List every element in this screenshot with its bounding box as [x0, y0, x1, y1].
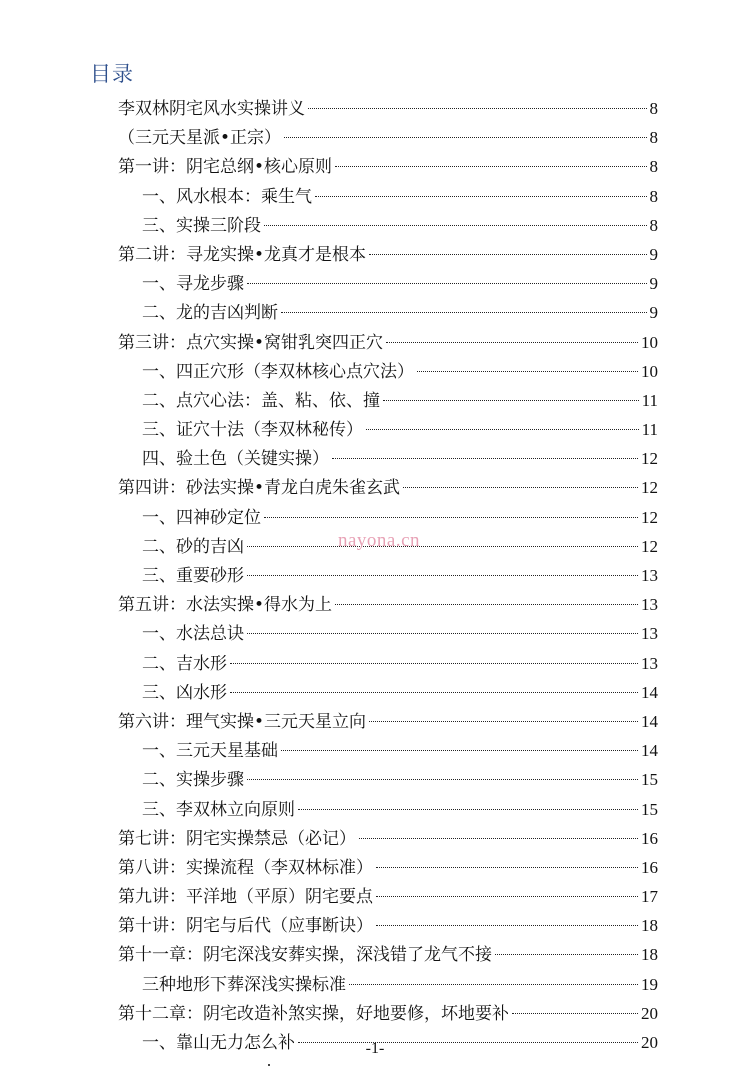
toc-dot-leader — [281, 312, 647, 313]
toc-entry-page: 12 — [641, 449, 658, 469]
toc-entry[interactable] — [118, 649, 658, 678]
toc-dot-leader — [247, 633, 638, 634]
toc-entry-page: 20 — [641, 1003, 658, 1023]
toc-entry-title: 第四讲：砂法实操•青龙白虎朱雀玄武 — [118, 478, 401, 499]
toc-dot-leader — [315, 196, 647, 197]
toc-entry-page: 17 — [641, 887, 658, 907]
toc-entry-page: 11 — [641, 420, 658, 440]
toc-entry[interactable] — [118, 152, 658, 181]
toc-entry[interactable] — [118, 328, 658, 357]
toc-entry-title: 三、证穴十法（李双林秘传） — [142, 420, 363, 441]
toc-list — [118, 94, 658, 1057]
toc-entry-title: 三、实操三阶段 — [142, 215, 261, 236]
toc-entry-page: 15 — [641, 799, 658, 819]
toc-entry-page: 16 — [641, 857, 658, 877]
toc-entry-title: 四、验土色（关键实操） — [142, 449, 329, 470]
toc-entry-title: 第十二章：阴宅改造补煞实操，好地要修，坏地要补 — [118, 1003, 509, 1024]
toc-entry-title: 第二讲：寻龙实操•龙真才是根本 — [118, 244, 367, 265]
toc-entry-page: 18 — [641, 916, 658, 936]
toc-entry[interactable] — [118, 619, 658, 648]
toc-dot-leader — [335, 604, 638, 605]
toc-entry-page: 12 — [641, 536, 658, 556]
toc-dot-leader — [376, 896, 638, 897]
toc-entry-page: 13 — [641, 653, 658, 673]
toc-entry-title: 一、四正穴形（李双林核心点穴法） — [142, 361, 414, 382]
toc-entry-title: 二、龙的吉凶判断 — [142, 303, 278, 324]
toc-dot-leader — [332, 458, 638, 459]
toc-entry-page: 12 — [641, 478, 658, 498]
toc-entry-title: 二、砂的吉凶 — [142, 536, 244, 557]
toc-entry-title: 第八讲：实操流程（李双林标准） — [118, 857, 373, 878]
toc-heading: 目录 — [90, 62, 134, 86]
toc-dot-leader — [247, 779, 638, 780]
toc-entry-title: 三种地形下葬深浅实操标准 — [142, 974, 346, 995]
toc-dot-leader — [386, 342, 638, 343]
toc-dot-leader — [403, 487, 638, 488]
toc-entry[interactable] — [118, 765, 658, 794]
toc-dot-leader — [308, 108, 647, 109]
toc-entry-page: 9 — [649, 303, 658, 323]
toc-entry-title: 二、吉水形 — [142, 653, 227, 674]
toc-entry[interactable] — [118, 211, 658, 240]
toc-entry-title: 第十讲：阴宅与后代（应事断诀） — [118, 916, 373, 937]
toc-dot-leader — [376, 867, 638, 868]
toc-dot-leader — [512, 1013, 638, 1014]
toc-entry[interactable] — [118, 590, 658, 619]
toc-entry[interactable] — [118, 678, 658, 707]
toc-entry-title: 第六讲：理气实操•三元天星立向 — [118, 711, 367, 732]
toc-entry[interactable] — [118, 444, 658, 473]
toc-dot-leader — [369, 254, 646, 255]
toc-entry-page: 16 — [641, 828, 658, 848]
toc-dot-leader — [247, 575, 638, 576]
toc-entry[interactable] — [118, 240, 658, 269]
toc-entry-title: 三、李双林立向原则 — [142, 799, 295, 820]
toc-entry-title: （三元天星派•正宗） — [118, 128, 282, 149]
toc-dot-leader — [230, 692, 638, 693]
toc-entry[interactable] — [118, 999, 658, 1028]
toc-entry[interactable] — [118, 940, 658, 969]
toc-dot-leader — [369, 721, 638, 722]
toc-entry-page: 13 — [641, 566, 658, 585]
toc-dot-leader — [335, 166, 646, 167]
toc-dot-leader — [247, 546, 638, 547]
toc-entry-title: 三、凶水形 — [142, 682, 227, 703]
toc-entry-page: 8 — [649, 99, 658, 118]
toc-entry-title: 一、四神砂定位 — [142, 507, 261, 528]
toc-entry-page: 9 — [649, 274, 658, 294]
toc-dot-leader — [376, 925, 638, 926]
toc-entry-title: 第十一章：阴宅深浅安葬实操，深浅错了龙气不接 — [118, 945, 492, 966]
toc-entry-page: 13 — [641, 595, 658, 615]
toc-entry[interactable] — [118, 473, 658, 502]
toc-entry-title: 一、寻龙步骤 — [142, 274, 244, 295]
toc-entry-page: 8 — [649, 128, 658, 148]
toc-entry-title: 第五讲：水法实操•得水为上 — [118, 595, 333, 616]
toc-entry-title: 一、三元天星基础 — [142, 741, 278, 762]
toc-entry[interactable] — [118, 298, 658, 327]
toc-entry[interactable] — [118, 970, 658, 999]
toc-entry[interactable] — [118, 561, 658, 590]
toc-entry-page: 18 — [641, 945, 658, 965]
toc-entry-page: 14 — [641, 741, 658, 761]
toc-entry[interactable] — [118, 386, 658, 415]
toc-entry[interactable] — [118, 911, 658, 940]
toc-entry[interactable] — [118, 824, 658, 853]
toc-dot-leader — [495, 954, 638, 955]
toc-entry-page: 15 — [641, 770, 658, 790]
toc-entry-title: 二、实操步骤 — [142, 770, 244, 791]
toc-entry-title: 第七讲：阴宅实操禁忌（必记） — [118, 828, 356, 849]
toc-dot-leader — [383, 400, 639, 401]
toc-dot-leader — [298, 809, 638, 810]
toc-entry-page: 8 — [649, 186, 658, 206]
toc-dot-leader — [281, 750, 638, 751]
toc-entry[interactable] — [118, 503, 658, 532]
toc-entry-page: 9 — [649, 244, 658, 264]
toc-entry-title: 第三讲：点穴实操•窝钳乳突四正穴 — [118, 332, 384, 353]
toc-entry-title: 第九讲：平洋地（平原）阴宅要点 — [118, 887, 373, 908]
toc-entry-title: 第一讲：阴宅总纲•核心原则 — [118, 157, 333, 178]
toc-entry[interactable] — [118, 853, 658, 882]
toc-entry[interactable] — [118, 357, 658, 386]
toc-entry-page: 8 — [649, 157, 658, 177]
toc-dot-leader — [230, 663, 638, 664]
toc-entry-page: 11 — [641, 390, 658, 410]
toc-entry[interactable] — [118, 736, 658, 765]
toc-entry-page: 10 — [641, 332, 658, 352]
toc-entry-title: 一、靠山无力怎么补 — [142, 1033, 295, 1053]
toc-entry[interactable] — [118, 707, 658, 736]
toc-dot-leader — [264, 517, 638, 518]
toc-entry-title: 二、点穴心法：盖、粘、依、撞 — [142, 390, 380, 411]
toc-dot-leader — [284, 137, 646, 138]
toc-entry[interactable] — [118, 94, 658, 123]
toc-entry-page: 8 — [649, 215, 658, 235]
toc-dot-leader — [264, 225, 647, 226]
watermark: nayona.cn — [338, 530, 421, 551]
toc-entry-page: 19 — [641, 974, 658, 994]
toc-dot-leader — [417, 371, 638, 372]
toc-dot-leader — [359, 838, 638, 839]
toc-entry-page: 14 — [641, 711, 658, 731]
toc-entry-page: 10 — [641, 361, 658, 381]
toc-entry-title: 李双林阴宅风水实操讲义 — [118, 99, 305, 119]
toc-dot-leader — [349, 984, 638, 985]
toc-entry-title: 三、重要砂形 — [142, 566, 244, 586]
toc-entry[interactable] — [118, 123, 658, 152]
toc-dot-leader — [247, 283, 647, 284]
toc-entry-page: 20 — [641, 1033, 658, 1052]
footer-dot — [268, 1064, 270, 1066]
toc-entry[interactable] — [118, 882, 658, 911]
toc-entry[interactable] — [118, 795, 658, 824]
toc-entry-page: 14 — [641, 682, 658, 702]
toc-dot-leader — [366, 429, 639, 430]
toc-entry-title: 一、风水根本：乘生气 — [142, 186, 312, 207]
toc-entry[interactable] — [118, 182, 658, 211]
toc-entry[interactable] — [118, 415, 658, 444]
page-number: -1- — [365, 1040, 385, 1057]
toc-entry-page: 13 — [641, 624, 658, 644]
toc-entry-page: 12 — [641, 507, 658, 527]
toc-entry[interactable] — [118, 269, 658, 298]
toc-entry-title: 一、水法总诀 — [142, 624, 244, 645]
